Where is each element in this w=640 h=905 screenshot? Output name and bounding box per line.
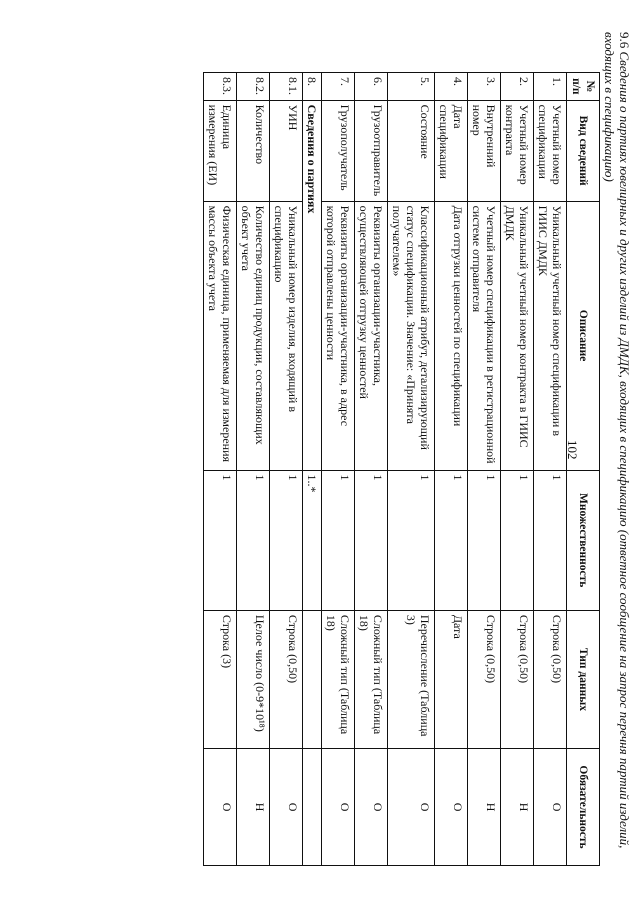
row-desc: Уникальный учетный номер спецификации в ГИИС ДМДК (534, 201, 567, 470)
heading-number: 9.6 (617, 32, 632, 49)
col-header-req: Обязательность (567, 749, 600, 866)
table-row (270, 73, 303, 866)
row-kind: Учетный номер спецификации (534, 100, 567, 201)
row-req: О (435, 749, 468, 866)
row-kind: Состояние (388, 100, 435, 201)
row-mult: 1 (435, 470, 468, 610)
row-num: 7. (322, 73, 355, 101)
row-req: О (204, 749, 237, 866)
table-row (501, 73, 534, 866)
row-req (303, 749, 322, 866)
row-kind: Внутренний номер (468, 100, 501, 201)
row-type (303, 610, 322, 748)
row-kind: Грузополучатель (322, 100, 355, 201)
row-type: Целое число (0-9*10¹⁸) (237, 610, 270, 748)
row-num: 5. (388, 73, 435, 101)
table-row (322, 73, 355, 866)
row-kind: Грузоотправитель (355, 100, 388, 201)
row-num: 8.1. (270, 73, 303, 101)
row-mult: 1 (501, 470, 534, 610)
row-type: Перечисление (Таблица 3) (388, 610, 435, 748)
row-mult: 1 (468, 470, 501, 610)
col-header-mult: Множественность (567, 470, 600, 610)
table-row (534, 73, 567, 866)
row-num: 1. (534, 73, 567, 101)
col-header-kind: Вид сведений (567, 100, 600, 201)
row-type: Строка (0,50) (270, 610, 303, 748)
row-num: 8.3. (204, 73, 237, 101)
table-row (468, 73, 501, 866)
row-desc: Количество единиц продукции, составляющих объект учета (237, 201, 270, 470)
table-row (388, 73, 435, 866)
row-mult: 1 (388, 470, 435, 610)
row-desc: Реквизиты организации-участника, осуществляющей отгрузку ценностей (355, 201, 388, 470)
row-req: Н (468, 749, 501, 866)
table-row (237, 73, 270, 866)
row-mult: 1 (534, 470, 567, 610)
row-mult: 1 (270, 470, 303, 610)
row-kind: УИН (270, 100, 303, 201)
row-num: 2. (501, 73, 534, 101)
row-kind: Учетный номер контракта (501, 100, 534, 201)
table-row (355, 73, 388, 866)
row-mult: 1 (237, 470, 270, 610)
row-req: О (534, 749, 567, 866)
table-row (435, 73, 468, 866)
section-title: Сведения о партиях (303, 100, 322, 470)
row-num: 3. (468, 73, 501, 101)
row-desc: Физическая единица, применяемая для измерения массы объекта учета (204, 201, 237, 470)
row-req: О (322, 749, 355, 866)
row-type: Строка (0,50) (468, 610, 501, 748)
row-req: О (388, 749, 435, 866)
row-desc: Реквизиты организации-участника, в адрес которой отправлены ценности (322, 201, 355, 470)
row-req: О (270, 749, 303, 866)
row-kind: Единица измерения (ЕИ) (204, 100, 237, 201)
row-desc: Классификационный атрибут, детализирующий статус спецификации. Значение: «Принята получателем» (388, 201, 435, 470)
col-header-num: № п/п (567, 73, 600, 101)
row-req: О (355, 749, 388, 866)
row-desc: Дата отгрузки ценностей по спецификации (435, 201, 468, 470)
row-type: Строка (0,50) (534, 610, 567, 748)
row-num: 4. (435, 73, 468, 101)
row-mult: 1 (322, 470, 355, 610)
col-header-type: Тип данных (567, 610, 600, 748)
row-req: Н (237, 749, 270, 866)
page-number: 102 (565, 440, 580, 460)
table-header-row (567, 73, 600, 866)
row-type: Строка (0,50) (501, 610, 534, 748)
row-type: Дата (435, 610, 468, 748)
row-req: Н (501, 749, 534, 866)
heading-text: Сведения о партиях ювелирных и других изделий из ДМДК, входящих в спецификацию (ответное сообщение на запрос перечня партий изделий, входящих в спецификацию) (602, 32, 632, 849)
row-kind: Количество (237, 100, 270, 201)
row-desc: Уникальный учетный номер контракта в ГИИС ДМДК (501, 201, 534, 470)
row-desc: Учетный номер спецификации в регистрационной системе отправителя (468, 201, 501, 470)
row-type: Сложный тип (Таблица 18) (355, 610, 388, 748)
row-kind: Дата спецификации (435, 100, 468, 201)
row-num: 8.2. (237, 73, 270, 101)
row-type: Сложный тип (Таблица 18) (322, 610, 355, 748)
row-mult: 1 (204, 470, 237, 610)
section-heading (602, 32, 632, 877)
row-num: 8. (303, 73, 322, 101)
row-num: 6. (355, 73, 388, 101)
table-row (204, 73, 237, 866)
row-desc: Уникальный номер изделия, входящий в спецификацию (270, 201, 303, 470)
spec-table (203, 72, 600, 866)
section-row (303, 73, 322, 866)
row-mult: 1..* (303, 470, 322, 610)
col-header-desc: Описание (567, 201, 600, 470)
row-type: Строка (3) (204, 610, 237, 748)
row-mult: 1 (355, 470, 388, 610)
